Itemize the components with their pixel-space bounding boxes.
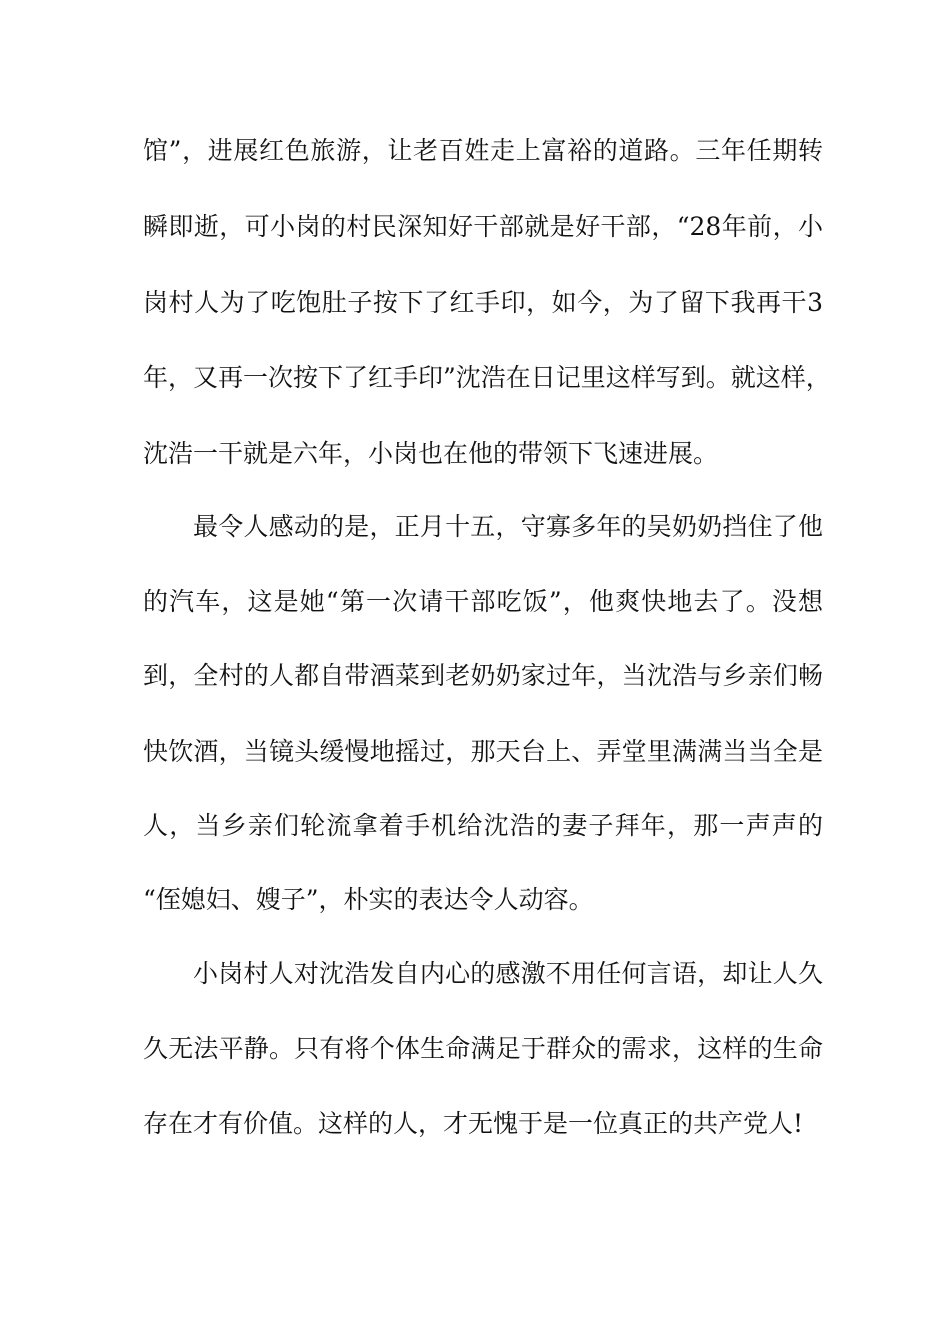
paragraph-2-line-5: 人，当乡亲们轮流拿着手机给沈浩的妻子拜年，那一声声的: [143, 811, 823, 840]
paragraph-3-line-3: 存在才有价值。这样的人，才无愧于是一位真正的共产党人!: [143, 1109, 804, 1138]
paragraph-2-line-6: “侄媳妇、嫂子”，朴实的表达令人动容。: [143, 885, 594, 914]
paragraph-2-line-2: 的汽车，这是她“第一次请干部吃饭”，他爽快地去了。没想: [143, 587, 823, 616]
paragraph-1-line-2: 瞬即逝，可小岗的村民深知好干部就是好干部，“28年前，小: [143, 212, 823, 241]
paragraph-1-line-3: 岗村人为了吃饱肚子按下了红手印，如今，为了留下我再干3: [143, 288, 823, 317]
paragraph-3-line-2: 久无法平静。只有将个体生命满足于群众的需求，这样的生命: [143, 1034, 823, 1063]
paragraph-2-line-4: 快饮酒，当镜头缓慢地摇过，那天台上、弄堂里满满当当全是: [143, 737, 823, 766]
paragraph-1-line-1: 馆”，进展红色旅游，让老百姓走上富裕的道路。三年任期转: [143, 136, 823, 165]
paragraph-3-line-1: 小岗村人对沈浩发自内心的感激不用任何言语，却让人久: [193, 959, 823, 988]
paragraph-2-line-3: 到，全村的人都自带酒菜到老奶奶家过年，当沈浩与乡亲们畅: [143, 661, 823, 690]
paragraph-2-line-1: 最令人感动的是，正月十五，守寡多年的吴奶奶挡住了他: [193, 512, 823, 541]
paragraph-1-line-4: 年，又再一次按下了红手印”沈浩在日记里这样写到。就这样，: [143, 363, 831, 392]
paragraph-1-line-5: 沈浩一干就是六年，小岗也在他的带领下飞速进展。: [143, 439, 719, 468]
